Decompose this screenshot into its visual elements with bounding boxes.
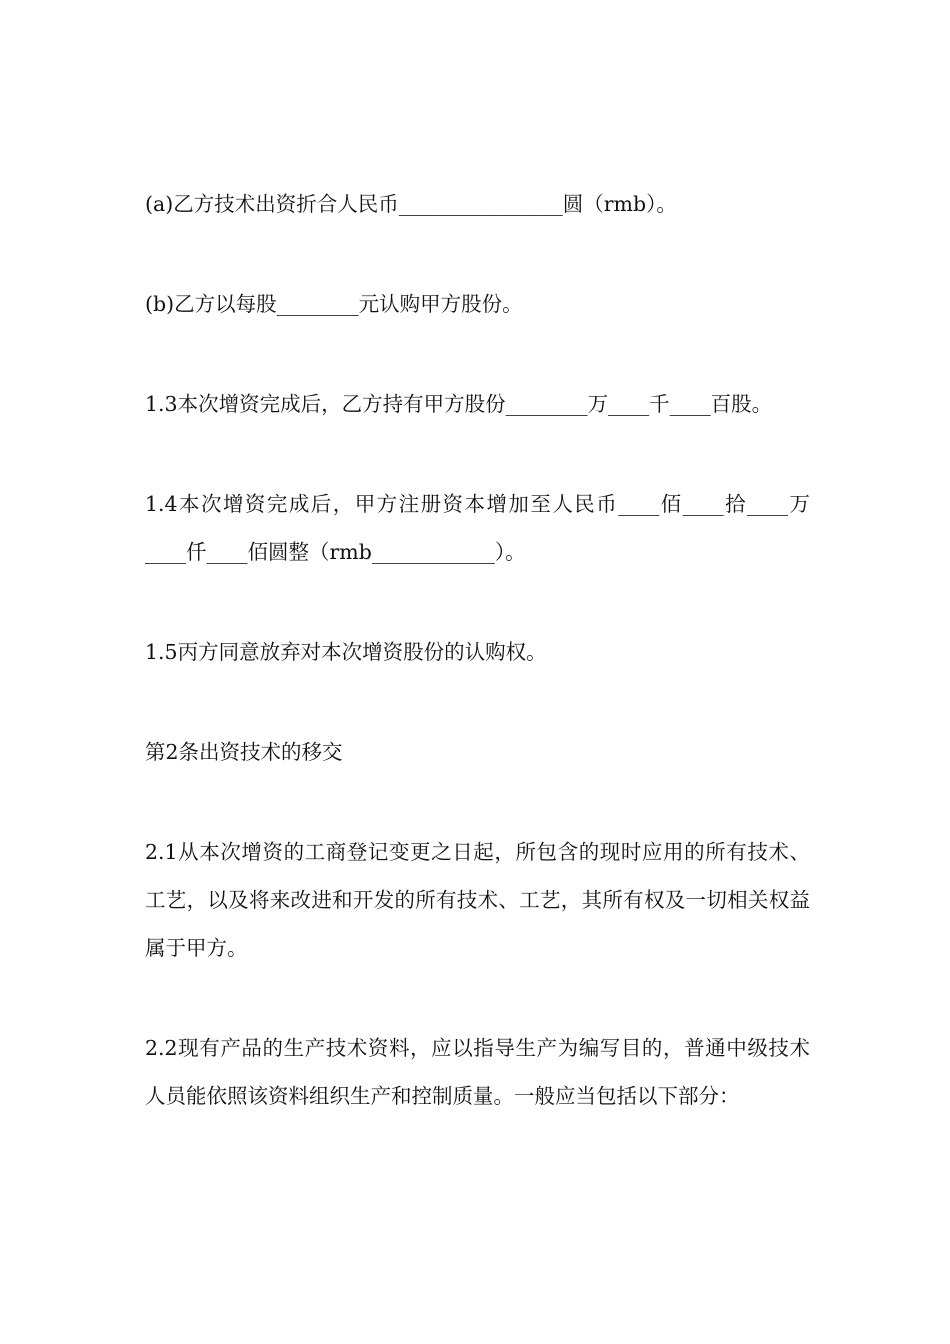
paragraph-b: (b)乙方以每股________元认购甲方股份。 [145,292,523,316]
paragraph-1-5: 1.5丙方同意放弃对本次增资股份的认购权。 [145,640,547,664]
paragraph-2-1: 2.1从本次增资的工商登记变更之日起，所包含的现时应用的所有技术、工艺，以及将来改进和开发的所有技术、工艺，其所有权及一切相关权益属于甲方。 [145,840,810,960]
paragraph-1-4: 1.4本次增资完成后，甲方注册资本增加至人民币____佰____拾____万____仟____佰圆整（rmb____________）。 [145,492,810,564]
paragraph-1-3: 1.3本次增资完成后，乙方持有甲方股份________万____千____百股。 [145,392,773,416]
document-body [145,180,810,1120]
paragraph-a: (a)乙方技术出资折合人民币________________圆（rmb）。 [145,192,677,216]
paragraph-2-2: 2.2现有产品的生产技术资料，应以指导生产为编写目的，普通中级技术人员能依照该资料组织生产和控制质量。一般应当包括以下部分： [145,1036,810,1108]
section-heading-2: 第2条出资技术的移交 [145,740,343,764]
